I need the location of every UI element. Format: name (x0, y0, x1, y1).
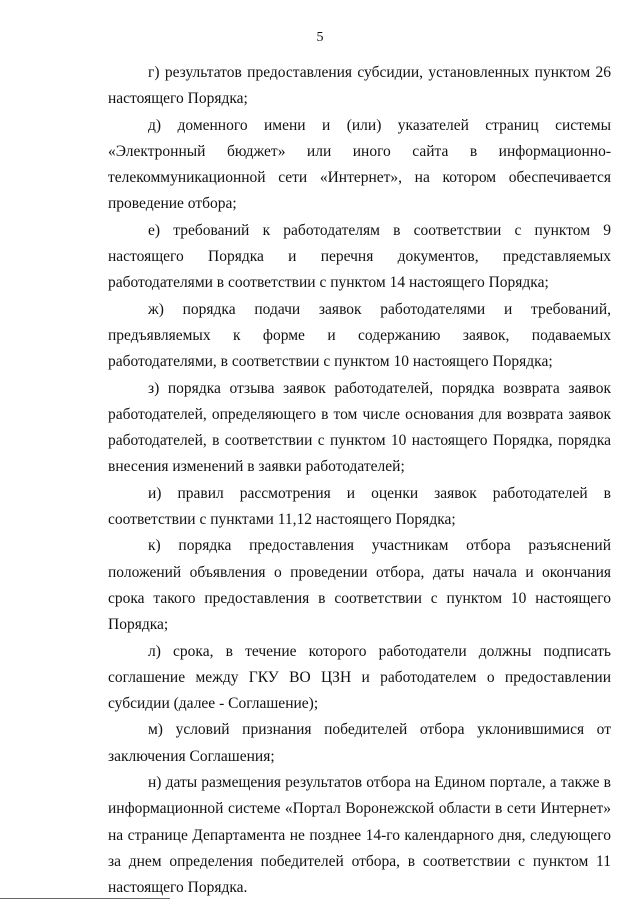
paragraph-text: ж) порядка подачи заявок работодателями и требований, предъявляемых к форме и содержанию заявок, подаваемых работодателями, в соответствии с пунктом 10 настоящего Порядка; (108, 300, 611, 371)
paragraph-text: л) срока, в течение которого работодатели должны подписать соглашение между ГКУ ВО ЦЗН и работодателем о предоставлении субсидии (далее - Соглашение); (108, 642, 611, 713)
page-number: 5 (316, 30, 324, 45)
paragraph-text: г) результатов предоставления субсидии, установленных пунктом 26 настоящего Порядка; (108, 64, 611, 108)
paragraph-text: н) даты размещения результатов отбора на Едином портале, а также в информационной системе «Портал Воронежской области в сети Интернет» на странице Департамента не позднее 14-го календарного дня, следующего за днем определения победителей отбора, в соответствии с пунктом 11 настоящего Порядка. (108, 774, 611, 897)
paragraph-text: д) доменного имени и (или) указателей страниц системы «Электронный бюджет» или иного сайта в информационно-телекоммуникационной сети «Интернет», на котором обеспечивается проведение отбора; (108, 116, 611, 213)
footer-divider (0, 898, 170, 899)
paragraph-text: м) условий признания победителей отбора уклонившимися от заключения Соглашения; (108, 721, 611, 765)
paragraph-text: е) требований к работодателям в соответствии с пунктом 9 настоящего Порядка и перечня документов, представляемых работодателями в соответствии с пунктом 14 настоящего Порядка; (108, 221, 611, 292)
paragraph-k (108, 533, 611, 638)
paragraph-d (108, 113, 611, 218)
paragraph-m (108, 717, 611, 770)
paragraph-text: к) порядка предоставления участникам отбора разъяснений положений объявления о проведении отбора, даты начала и окончания срока такого предоставления в соответствии с пунктом 10 настоящего Порядка; (108, 537, 611, 634)
document-body (108, 60, 611, 902)
paragraph-l (108, 639, 611, 718)
paragraph-i (108, 481, 611, 534)
paragraph-n (108, 770, 611, 901)
paragraph-text: з) порядка отзыва заявок работодателей, порядка возврата заявок работодателей, определяющего в том числе основания для возврата заявок работодателей, в соответствии с пунктом 10 настоящего Порядка, порядка внесения изменений в заявки работодателей; (108, 379, 611, 476)
paragraph-z (108, 376, 611, 481)
paragraph-zh (108, 297, 611, 376)
paragraph-text: и) правил рассмотрения и оценки заявок работодателей в соответствии с пунктами 11,12 настоящего Порядка; (108, 484, 611, 529)
paragraph-g (108, 60, 611, 113)
paragraph-e (108, 218, 611, 297)
